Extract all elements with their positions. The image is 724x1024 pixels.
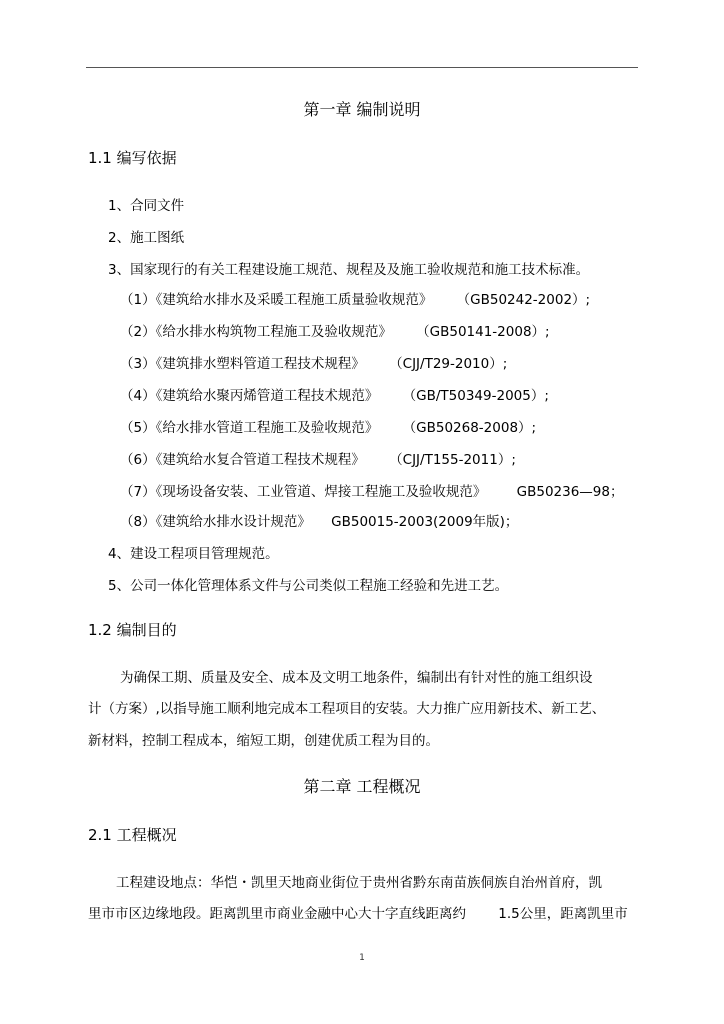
standard-item-5 <box>120 418 536 438</box>
standard-code: （GB50268-2008）; <box>402 420 537 436</box>
standard-item-7 <box>120 482 624 502</box>
standard-name: （2）《给水排水构筑物工程施工及验收规范》 <box>120 324 392 340</box>
standard-code: （GB50242-2002）; <box>456 292 591 308</box>
standard-code: GB50236—98； <box>516 484 624 500</box>
standard-name: （8）《建筑给水排水设计规范》 <box>120 514 311 530</box>
standard-code: （CJJ/T29-2010）; <box>389 356 508 372</box>
basis-item-4: 4、建设工程项目管理规范。 <box>108 546 279 562</box>
standard-name: （7）《现场设备安装、工业管道、焊接工程施工及验收规范》 <box>120 484 487 500</box>
standard-item-1 <box>120 290 590 310</box>
page-number: 1 <box>359 953 365 963</box>
section-1-2-title: 1.2 编制目的 <box>88 621 177 639</box>
overview-line-2-text: 里市市区边缘地段。距离凯里市商业金融中心大十字直线距离约 <box>88 906 466 922</box>
standard-item-4 <box>120 386 549 406</box>
standard-item-3 <box>120 354 507 374</box>
standard-name: （3）《建筑排水塑料管道工程技术规程》 <box>120 356 365 372</box>
overview-line-2 <box>88 904 628 924</box>
basis-item-2: 2、施工图纸 <box>108 230 185 246</box>
standard-item-8 <box>120 512 518 532</box>
chapter-2-title: 第二章 工程概况 <box>303 777 421 796</box>
purpose-line-2: 计（方案）,以指导施工顺利地完成本工程项目的安装。大力推广应用新技术、新工艺、 <box>88 701 606 717</box>
section-2-1-title: 2.1 工程概况 <box>88 826 177 844</box>
purpose-line-1: 为确保工期、质量及安全、成本及文明工地条件，编制出有针对性的施工组织设 <box>120 670 593 686</box>
standard-code: （GB/T50349-2005）; <box>402 388 549 404</box>
standard-code: （GB50141-2008）; <box>416 324 550 340</box>
standard-name: （5）《给水排水管道工程施工及验收规范》 <box>120 420 379 436</box>
chapter-1-title: 第一章 编制说明 <box>303 100 421 119</box>
standard-code: （CJJ/T155-2011）; <box>389 452 516 468</box>
header-rule <box>86 67 638 68</box>
overview-line-2-distance: 1.5公里，距离凯里市 <box>498 906 628 922</box>
overview-line-1: 工程建设地点：华恺・凯里天地商业街位于贵州省黔东南苗族侗族自治州首府，凯 <box>116 875 602 891</box>
standard-name: （1）《建筑给水排水及采暖工程施工质量验收规范》 <box>120 292 433 308</box>
standard-item-6 <box>120 450 516 470</box>
basis-item-3: 3、国家现行的有关工程建设施工规范、规程及及施工验收规范和施工技术标准。 <box>108 262 590 278</box>
standard-name: （4）《建筑给水聚丙烯管道工程技术规范》 <box>120 388 379 404</box>
standard-name: （6）《建筑给水复合管道工程技术规程》 <box>120 452 365 468</box>
basis-item-1: 1、合同文件 <box>108 198 185 214</box>
standard-item-2 <box>120 322 550 342</box>
purpose-line-3: 新材料，控制工程成本，缩短工期，创建优质工程为目的。 <box>88 733 439 749</box>
basis-item-5: 5、公司一体化管理体系文件与公司类似工程施工经验和先进工艺。 <box>108 578 509 594</box>
section-1-1-title: 1.1 编写依据 <box>88 149 177 167</box>
standard-code: GB50015-2003(2009年版)； <box>331 514 519 530</box>
